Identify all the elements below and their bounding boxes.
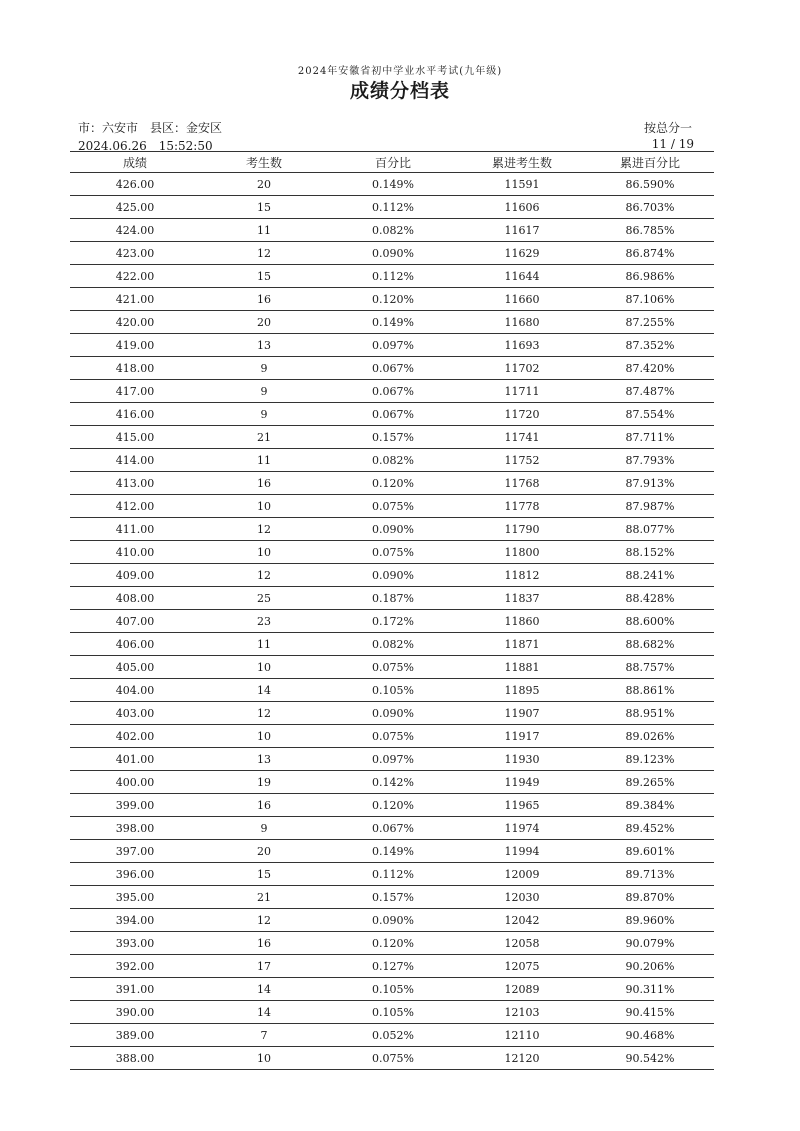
cumulative-percent-cell: 88.241%: [586, 564, 714, 587]
page-number: 11 / 19: [651, 137, 694, 151]
score-cell: 423.00: [70, 242, 200, 265]
percent-cell: 0.067%: [328, 403, 458, 426]
score-cell: 399.00: [70, 794, 200, 817]
cumulative-percent-cell: 87.255%: [586, 311, 714, 334]
count-cell: 9: [200, 817, 328, 840]
count-cell: 10: [200, 656, 328, 679]
cumulative-count-cell: 11778: [458, 495, 586, 518]
score-cell: 417.00: [70, 380, 200, 403]
percent-cell: 0.149%: [328, 311, 458, 334]
percent-cell: 0.120%: [328, 288, 458, 311]
cumulative-percent-cell: 88.757%: [586, 656, 714, 679]
table-row: [70, 173, 714, 196]
percent-cell: 0.090%: [328, 518, 458, 541]
cumulative-percent-cell: 89.960%: [586, 909, 714, 932]
table-row: [70, 610, 714, 633]
score-cell: 389.00: [70, 1024, 200, 1047]
percent-cell: 0.090%: [328, 702, 458, 725]
cumulative-percent-cell: 89.713%: [586, 863, 714, 886]
score-cell: 392.00: [70, 955, 200, 978]
count-cell: 9: [200, 357, 328, 380]
score-cell: 395.00: [70, 886, 200, 909]
table-row: [70, 840, 714, 863]
cumulative-count-cell: 11768: [458, 472, 586, 495]
count-cell: 9: [200, 403, 328, 426]
percent-cell: 0.075%: [328, 656, 458, 679]
score-cell: 421.00: [70, 288, 200, 311]
count-cell: 20: [200, 173, 328, 196]
cumulative-percent-cell: 86.986%: [586, 265, 714, 288]
cumulative-count-cell: 11629: [458, 242, 586, 265]
cumulative-count-cell: 11752: [458, 449, 586, 472]
count-cell: 10: [200, 495, 328, 518]
cumulative-percent-cell: 90.206%: [586, 955, 714, 978]
cumulative-percent-cell: 88.600%: [586, 610, 714, 633]
table-row: [70, 1024, 714, 1047]
table-row: [70, 817, 714, 840]
score-cell: 420.00: [70, 311, 200, 334]
count-cell: 16: [200, 794, 328, 817]
cumulative-count-cell: 11660: [458, 288, 586, 311]
percent-cell: 0.105%: [328, 1001, 458, 1024]
count-cell: 12: [200, 909, 328, 932]
cumulative-percent-cell: 87.554%: [586, 403, 714, 426]
percent-cell: 0.127%: [328, 955, 458, 978]
percent-cell: 0.157%: [328, 886, 458, 909]
cumulative-count-cell: 11994: [458, 840, 586, 863]
count-cell: 11: [200, 633, 328, 656]
count-cell: 12: [200, 242, 328, 265]
percent-cell: 0.067%: [328, 357, 458, 380]
table-row: [70, 449, 714, 472]
cumulative-percent-cell: 87.487%: [586, 380, 714, 403]
cumulative-percent-cell: 89.123%: [586, 748, 714, 771]
percent-cell: 0.090%: [328, 242, 458, 265]
table-row: [70, 495, 714, 518]
cumulative-count-cell: 11812: [458, 564, 586, 587]
cumulative-count-cell: 11881: [458, 656, 586, 679]
table-row: [70, 219, 714, 242]
count-cell: 17: [200, 955, 328, 978]
count-cell: 20: [200, 311, 328, 334]
cumulative-count-cell: 12009: [458, 863, 586, 886]
percent-cell: 0.120%: [328, 472, 458, 495]
percent-cell: 0.067%: [328, 817, 458, 840]
cumulative-count-cell: 12075: [458, 955, 586, 978]
table-row: [70, 679, 714, 702]
count-cell: 20: [200, 840, 328, 863]
percent-cell: 0.075%: [328, 1047, 458, 1070]
percent-cell: 0.149%: [328, 173, 458, 196]
cumulative-percent-cell: 86.874%: [586, 242, 714, 265]
score-cell: 422.00: [70, 265, 200, 288]
cumulative-count-cell: 11974: [458, 817, 586, 840]
table-row: [70, 334, 714, 357]
count-cell: 15: [200, 265, 328, 288]
table-row: [70, 403, 714, 426]
percent-cell: 0.052%: [328, 1024, 458, 1047]
cumulative-count-cell: 11741: [458, 426, 586, 449]
count-cell: 16: [200, 472, 328, 495]
score-cell: 396.00: [70, 863, 200, 886]
cumulative-percent-cell: 87.352%: [586, 334, 714, 357]
score-cell: 391.00: [70, 978, 200, 1001]
cumulative-percent-cell: 87.913%: [586, 472, 714, 495]
cumulative-percent-cell: 86.703%: [586, 196, 714, 219]
percent-cell: 0.120%: [328, 794, 458, 817]
cumulative-count-cell: 11644: [458, 265, 586, 288]
cumulative-count-cell: 12103: [458, 1001, 586, 1024]
score-cell: 397.00: [70, 840, 200, 863]
score-cell: 416.00: [70, 403, 200, 426]
table-row: [70, 725, 714, 748]
cumulative-percent-cell: 90.079%: [586, 932, 714, 955]
count-cell: 21: [200, 886, 328, 909]
cumulative-percent-cell: 90.468%: [586, 1024, 714, 1047]
count-cell: 13: [200, 748, 328, 771]
cumulative-percent-cell: 87.420%: [586, 357, 714, 380]
score-cell: 411.00: [70, 518, 200, 541]
cumulative-percent-cell: 87.793%: [586, 449, 714, 472]
cumulative-percent-cell: 89.384%: [586, 794, 714, 817]
count-cell: 12: [200, 702, 328, 725]
count-cell: 10: [200, 541, 328, 564]
score-cell: 406.00: [70, 633, 200, 656]
table-row: [70, 472, 714, 495]
cumulative-percent-cell: 89.601%: [586, 840, 714, 863]
score-cell: 390.00: [70, 1001, 200, 1024]
cumulative-count-cell: 11790: [458, 518, 586, 541]
percent-cell: 0.067%: [328, 380, 458, 403]
score-cell: 388.00: [70, 1047, 200, 1070]
percent-cell: 0.142%: [328, 771, 458, 794]
cumulative-count-cell: 11680: [458, 311, 586, 334]
table-body: [70, 173, 714, 1070]
score-cell: 401.00: [70, 748, 200, 771]
table-row: [70, 426, 714, 449]
cumulative-percent-cell: 88.861%: [586, 679, 714, 702]
percent-cell: 0.082%: [328, 633, 458, 656]
count-cell: 9: [200, 380, 328, 403]
cumulative-percent-cell: 88.951%: [586, 702, 714, 725]
count-cell: 19: [200, 771, 328, 794]
table-row: [70, 518, 714, 541]
score-cell: 425.00: [70, 196, 200, 219]
percent-cell: 0.187%: [328, 587, 458, 610]
table-row: [70, 702, 714, 725]
cumulative-count-cell: 11606: [458, 196, 586, 219]
cumulative-count-cell: 11871: [458, 633, 586, 656]
table-row: [70, 1047, 714, 1070]
percent-cell: 0.075%: [328, 495, 458, 518]
cumulative-count-cell: 11702: [458, 357, 586, 380]
table-row: [70, 909, 714, 932]
score-cell: 415.00: [70, 426, 200, 449]
cumulative-count-cell: 12120: [458, 1047, 586, 1070]
column-header-score: 成绩: [70, 152, 200, 173]
cumulative-percent-cell: 89.026%: [586, 725, 714, 748]
percent-cell: 0.120%: [328, 932, 458, 955]
score-cell: 404.00: [70, 679, 200, 702]
table-row: [70, 357, 714, 380]
cumulative-count-cell: 11949: [458, 771, 586, 794]
cumulative-count-cell: 12030: [458, 886, 586, 909]
table-row: [70, 288, 714, 311]
score-cell: 414.00: [70, 449, 200, 472]
score-cell: 409.00: [70, 564, 200, 587]
table-row: [70, 978, 714, 1001]
percent-cell: 0.097%: [328, 334, 458, 357]
cumulative-count-cell: 11907: [458, 702, 586, 725]
count-cell: 11: [200, 219, 328, 242]
report-subtitle: 2024年安徽省初中学业水平考试(九年级): [297, 66, 503, 77]
table-row: [70, 633, 714, 656]
cumulative-count-cell: 11617: [458, 219, 586, 242]
cumulative-percent-cell: 88.682%: [586, 633, 714, 656]
cumulative-count-cell: 12089: [458, 978, 586, 1001]
table-header-row: [70, 152, 714, 173]
score-cell: 400.00: [70, 771, 200, 794]
table-row: [70, 932, 714, 955]
column-header-count: 考生数: [200, 152, 328, 173]
score-cell: 398.00: [70, 817, 200, 840]
percent-cell: 0.090%: [328, 564, 458, 587]
percent-cell: 0.112%: [328, 863, 458, 886]
table-row: [70, 656, 714, 679]
column-header-cumulative-percent: 累进百分比: [586, 152, 714, 173]
score-cell: 424.00: [70, 219, 200, 242]
table-row: [70, 748, 714, 771]
cumulative-percent-cell: 86.785%: [586, 219, 714, 242]
cumulative-percent-cell: 89.452%: [586, 817, 714, 840]
count-cell: 16: [200, 932, 328, 955]
cumulative-percent-cell: 88.152%: [586, 541, 714, 564]
percent-cell: 0.105%: [328, 679, 458, 702]
table-row: [70, 794, 714, 817]
cumulative-percent-cell: 90.415%: [586, 1001, 714, 1024]
score-cell: 405.00: [70, 656, 200, 679]
table-row: [70, 863, 714, 886]
cumulative-count-cell: 11693: [458, 334, 586, 357]
score-cell: 393.00: [70, 932, 200, 955]
cumulative-count-cell: 11720: [458, 403, 586, 426]
table-row: [70, 564, 714, 587]
cumulative-count-cell: 11837: [458, 587, 586, 610]
score-cell: 426.00: [70, 173, 200, 196]
cumulative-percent-cell: 88.428%: [586, 587, 714, 610]
cumulative-count-cell: 11930: [458, 748, 586, 771]
datetime-label: 2024.06.26 15:52:50: [78, 139, 213, 153]
report-title: 成绩分档表: [349, 80, 450, 102]
count-cell: 21: [200, 426, 328, 449]
score-cell: 419.00: [70, 334, 200, 357]
count-cell: 23: [200, 610, 328, 633]
score-table: [70, 152, 714, 1070]
count-cell: 14: [200, 978, 328, 1001]
cumulative-percent-cell: 89.265%: [586, 771, 714, 794]
count-cell: 12: [200, 564, 328, 587]
score-cell: 412.00: [70, 495, 200, 518]
percent-cell: 0.112%: [328, 265, 458, 288]
percent-cell: 0.075%: [328, 541, 458, 564]
table-row: [70, 311, 714, 334]
cumulative-percent-cell: 89.870%: [586, 886, 714, 909]
table-row: [70, 541, 714, 564]
count-cell: 10: [200, 1047, 328, 1070]
score-cell: 408.00: [70, 587, 200, 610]
table-row: [70, 265, 714, 288]
score-cell: 413.00: [70, 472, 200, 495]
cumulative-count-cell: 11591: [458, 173, 586, 196]
score-cell: 410.00: [70, 541, 200, 564]
table-row: [70, 196, 714, 219]
score-cell: 394.00: [70, 909, 200, 932]
cumulative-count-cell: 11860: [458, 610, 586, 633]
count-cell: 13: [200, 334, 328, 357]
score-cell: 407.00: [70, 610, 200, 633]
table-row: [70, 242, 714, 265]
count-cell: 15: [200, 196, 328, 219]
cumulative-count-cell: 12042: [458, 909, 586, 932]
count-cell: 10: [200, 725, 328, 748]
location-label: 市：六安市 县区：金安区: [78, 121, 223, 135]
cumulative-percent-cell: 90.311%: [586, 978, 714, 1001]
percent-cell: 0.082%: [328, 219, 458, 242]
cumulative-percent-cell: 86.590%: [586, 173, 714, 196]
count-cell: 14: [200, 679, 328, 702]
cumulative-percent-cell: 87.106%: [586, 288, 714, 311]
count-cell: 14: [200, 1001, 328, 1024]
table-row: [70, 380, 714, 403]
score-cell: 403.00: [70, 702, 200, 725]
table-row: [70, 1001, 714, 1024]
cumulative-percent-cell: 87.711%: [586, 426, 714, 449]
count-cell: 16: [200, 288, 328, 311]
percent-cell: 0.075%: [328, 725, 458, 748]
percent-cell: 0.157%: [328, 426, 458, 449]
cumulative-percent-cell: 87.987%: [586, 495, 714, 518]
column-header-cumulative-count: 累进考生数: [458, 152, 586, 173]
percent-cell: 0.097%: [328, 748, 458, 771]
cumulative-count-cell: 11711: [458, 380, 586, 403]
score-cell: 402.00: [70, 725, 200, 748]
percent-cell: 0.149%: [328, 840, 458, 863]
count-cell: 15: [200, 863, 328, 886]
cumulative-count-cell: 11800: [458, 541, 586, 564]
table-row: [70, 886, 714, 909]
percent-cell: 0.090%: [328, 909, 458, 932]
cumulative-count-cell: 11917: [458, 725, 586, 748]
table-row: [70, 771, 714, 794]
count-cell: 11: [200, 449, 328, 472]
count-cell: 12: [200, 518, 328, 541]
count-cell: 7: [200, 1024, 328, 1047]
percent-cell: 0.172%: [328, 610, 458, 633]
column-header-percent: 百分比: [328, 152, 458, 173]
percent-cell: 0.105%: [328, 978, 458, 1001]
cumulative-percent-cell: 90.542%: [586, 1047, 714, 1070]
score-cell: 418.00: [70, 357, 200, 380]
sort-label: 按总分一: [643, 121, 692, 135]
cumulative-count-cell: 11965: [458, 794, 586, 817]
cumulative-count-cell: 11895: [458, 679, 586, 702]
percent-cell: 0.082%: [328, 449, 458, 472]
table-row: [70, 587, 714, 610]
count-cell: 25: [200, 587, 328, 610]
cumulative-percent-cell: 88.077%: [586, 518, 714, 541]
cumulative-count-cell: 12110: [458, 1024, 586, 1047]
cumulative-count-cell: 12058: [458, 932, 586, 955]
table-row: [70, 955, 714, 978]
percent-cell: 0.112%: [328, 196, 458, 219]
